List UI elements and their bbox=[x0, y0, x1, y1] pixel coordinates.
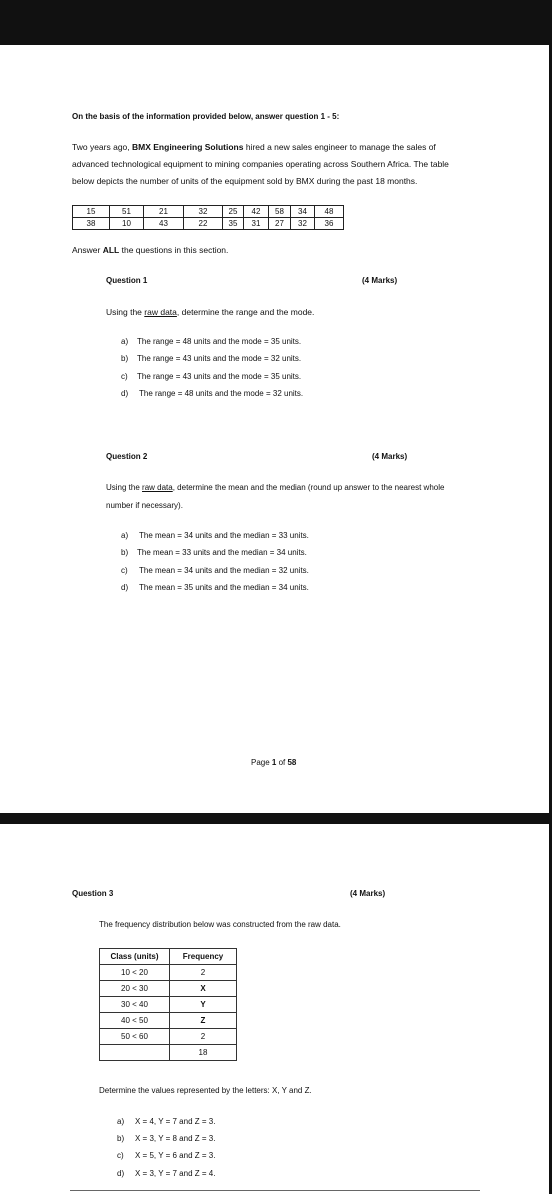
question-2-prompt: Using the raw data, determine the mean and the median (round up answer to the nearest whole bbox=[106, 483, 445, 492]
page-footer: Page 1 of 58 bbox=[251, 758, 297, 767]
table-header: Frequency bbox=[170, 949, 237, 965]
table-cell: 22 bbox=[184, 218, 223, 230]
question-2-marks: (4 Marks) bbox=[372, 452, 408, 461]
table-cell: 27 bbox=[269, 218, 291, 230]
table-cell: 34 bbox=[291, 206, 315, 218]
table-cell: 50 < 60 bbox=[100, 1029, 170, 1045]
table-cell: 58 bbox=[269, 206, 291, 218]
table-cell bbox=[100, 1045, 170, 1061]
table-cell: 38 bbox=[73, 218, 110, 230]
frequency-table bbox=[99, 948, 237, 1061]
table-row bbox=[100, 965, 237, 981]
document-page-2 bbox=[0, 824, 549, 1194]
table-cell: 15 bbox=[73, 206, 110, 218]
table-cell: X bbox=[170, 981, 237, 997]
table-cell: 36 bbox=[315, 218, 344, 230]
question-2-option-d[interactable]: d) The mean = 35 units and the median = 34 units. bbox=[121, 583, 309, 592]
table-cell: 30 < 40 bbox=[100, 997, 170, 1013]
table-header: Class (units) bbox=[100, 949, 170, 965]
question-2-option-a[interactable]: a) The mean = 34 units and the median = 33 units. bbox=[121, 531, 309, 540]
question-1-option-d[interactable]: d) The range = 48 units and the mode = 32 units. bbox=[121, 389, 304, 398]
table-cell: 21 bbox=[144, 206, 184, 218]
cut-off-next-line bbox=[70, 1190, 480, 1193]
table-cell: 32 bbox=[184, 206, 223, 218]
table-cell: 18 bbox=[170, 1045, 237, 1061]
question-3-marks: (4 Marks) bbox=[350, 889, 386, 898]
table-row bbox=[100, 981, 237, 997]
table-cell: 25 bbox=[223, 206, 244, 218]
question-3-option-b[interactable]: b) X = 3, Y = 8 and Z = 3. bbox=[117, 1134, 216, 1143]
company-name: BMX Engineering Solutions bbox=[132, 142, 244, 152]
table-total-row bbox=[100, 1045, 237, 1061]
table-cell: 10 < 20 bbox=[100, 965, 170, 981]
table-cell: 42 bbox=[244, 206, 269, 218]
table-cell: 35 bbox=[223, 218, 244, 230]
table-row bbox=[73, 218, 344, 230]
question-3-option-c[interactable]: c) X = 5, Y = 6 and Z = 3. bbox=[117, 1151, 216, 1160]
table-cell: 20 < 30 bbox=[100, 981, 170, 997]
table-cell: 31 bbox=[244, 218, 269, 230]
table-row bbox=[73, 206, 344, 218]
paragraph-line-1: Two years ago, BMX Engineering Solutions hired a new sales engineer to manage the sales of bbox=[72, 142, 436, 152]
raw-data-table bbox=[72, 205, 344, 230]
table-cell: 2 bbox=[170, 1029, 237, 1045]
intro-heading: On the basis of the information provided below, answer question 1 - 5: bbox=[72, 112, 340, 121]
question-2-option-b[interactable]: b) The mean = 33 units and the median = 34 units. bbox=[121, 548, 307, 557]
question-2-title: Question 2 bbox=[106, 452, 148, 461]
question-1-option-a[interactable]: a) The range = 48 units and the mode = 35 units. bbox=[121, 337, 302, 346]
table-header-row bbox=[100, 949, 237, 965]
question-3-intro: The frequency distribution below was constructed from the raw data. bbox=[99, 920, 341, 929]
question-1-title: Question 1 bbox=[106, 276, 148, 285]
paragraph-line-2: advanced technological equipment to mining companies operating across Southern Africa. The table bbox=[72, 159, 449, 169]
question-3-title: Question 3 bbox=[72, 889, 114, 898]
question-1-marks: (4 Marks) bbox=[362, 276, 398, 285]
table-cell: 10 bbox=[110, 218, 144, 230]
table-cell: Z bbox=[170, 1013, 237, 1029]
table-row bbox=[100, 1013, 237, 1029]
question-1-option-c[interactable]: c) The range = 43 units and the mode = 35 units. bbox=[121, 372, 302, 381]
question-2-prompt-line-2: number if necessary). bbox=[106, 501, 183, 510]
table-cell: Y bbox=[170, 997, 237, 1013]
table-cell: 2 bbox=[170, 965, 237, 981]
document-page-1 bbox=[0, 45, 549, 813]
table-row bbox=[100, 1029, 237, 1045]
table-cell: 40 < 50 bbox=[100, 1013, 170, 1029]
question-1-option-b[interactable]: b) The range = 43 units and the mode = 32 units. bbox=[121, 354, 302, 363]
question-3-option-a[interactable]: a) X = 4, Y = 7 and Z = 3. bbox=[117, 1117, 216, 1126]
paragraph-line-3: below depicts the number of units of the equipment sold by BMX during the past 18 months. bbox=[72, 176, 418, 186]
question-3-prompt: Determine the values represented by the letters: X, Y and Z. bbox=[99, 1086, 312, 1095]
table-row bbox=[100, 997, 237, 1013]
table-cell: 48 bbox=[315, 206, 344, 218]
table-cell: 32 bbox=[291, 218, 315, 230]
table-cell: 43 bbox=[144, 218, 184, 230]
question-1-prompt: Using the raw data, determine the range and the mode. bbox=[106, 307, 315, 317]
table-cell: 51 bbox=[110, 206, 144, 218]
question-2-option-c[interactable]: c) The mean = 34 units and the median = 32 units. bbox=[121, 566, 309, 575]
question-3-option-d[interactable]: d) X = 3, Y = 7 and Z = 4. bbox=[117, 1169, 216, 1178]
answer-all-note: Answer ALL the questions in this section. bbox=[72, 245, 229, 255]
